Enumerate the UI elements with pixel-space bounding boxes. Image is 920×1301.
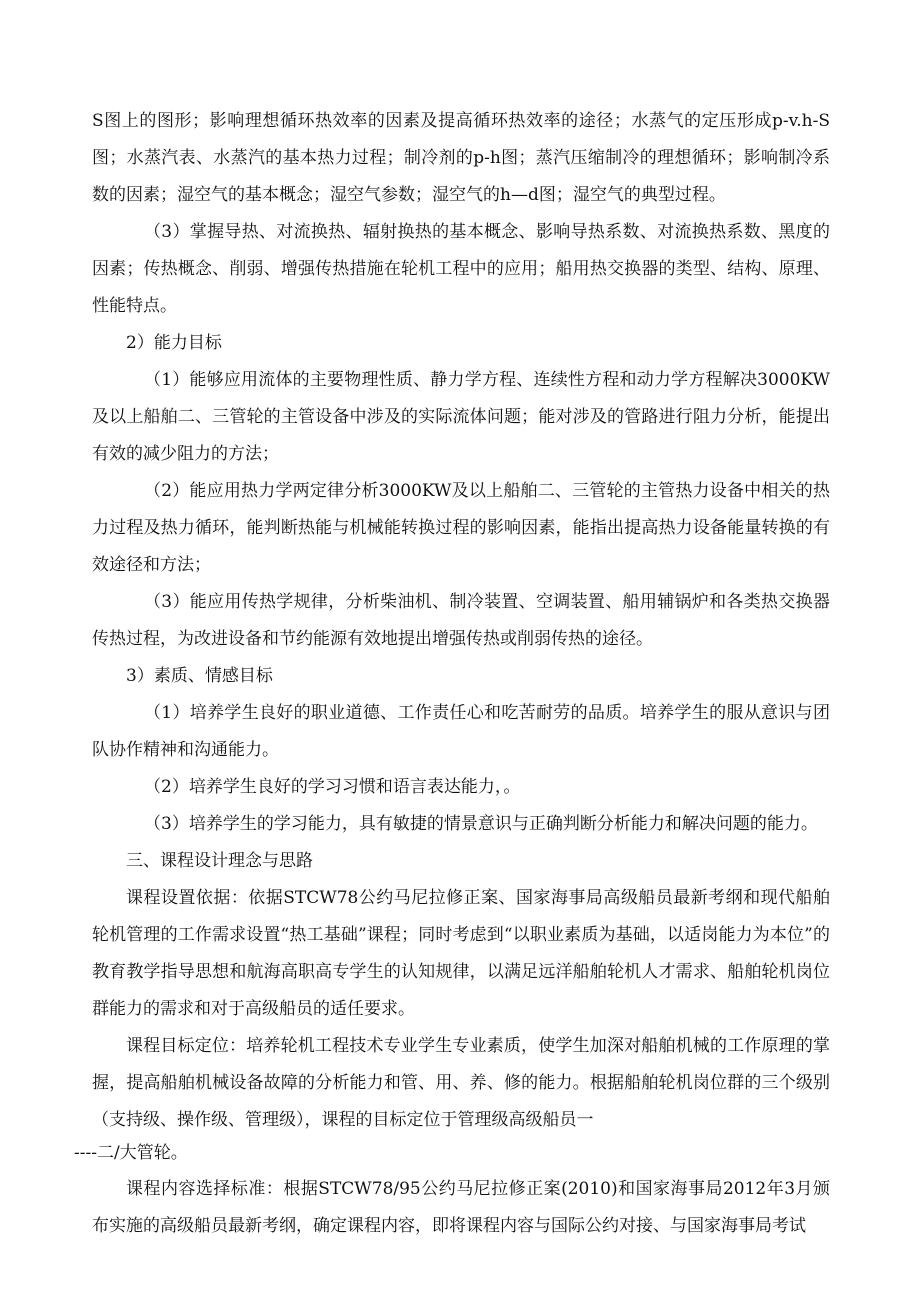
heading-ability-goals: 2）能力目标 — [126, 333, 222, 353]
paragraph-content-selection: 课程内容选择标准：根据STCW78/95公约马尼拉修正案(2010)和国家海事局2012年3月颁布实施的高级船员最新考纲，确定课程内容，即将课程内容与国际公约对接、与国家海事局考试 — [92, 1179, 830, 1236]
paragraph-heat-transfer-item: （3）掌握导热、对流换热、辐射换热的基本概念、影响导热系数、对流换热系数、黑度的因素；传热概念、削弱、增强传热措施在轮机工程中的应用；船用热交换器的类型、结构、原理、性能特点。 — [92, 222, 830, 316]
paragraph-ability-item-2: （2）能应用热力学两定律分析3000KW及以上船舶二、三管轮的主管热力设备中相关的热力过程及热力循环，能判断热能与机械能转换过程的影响因素，能指出提高热力设备能量转换的有效途径和方法； — [92, 481, 830, 575]
paragraph-quality-item-2: （2）培养学生良好的学习习惯和语言表达能力，。 — [144, 777, 521, 797]
paragraph-course-goal: 课程目标定位：培养轮机工程技术专业学生专业素质，使学生加深对船舶机械的工作原理的掌握，提高船舶机械设备故障的分析能力和管、用、养、修的能力。根据船舶轮机岗位群的三个级别（支持级、操作级、管理级），课程的目标定位于管理级高级船员一 — [92, 1036, 830, 1130]
paragraph-ability-item-3: （3）能应用传热学规律，分析柴油机、制冷装置、空调装置、船用辅锅炉和各类热交换器传热过程，为改进设备和节约能源有效地提出增强传热或削弱传热的途径。 — [92, 592, 830, 649]
document-body — [74, 103, 830, 1245]
paragraph-quality-item-3: （3）培养学生的学习能力，具有敏捷的情景意识与正确判断分析能力和解决问题的能力。 — [144, 814, 818, 834]
paragraph-course-basis: 课程设置依据：依据STCW78公约马尼拉修正案、国家海事局高级船员最新考纲和现代船舶轮机管理的工作需求设置“热工基础”课程；同时考虑到“以职业素质为基础，以适岗能力为本位”的教育教学指导思想和航海高职高专学生的认知规律，以满足远洋船舶轮机人才需求、船舶轮机岗位群能力的需求和对于高级船员的适任要求。 — [92, 888, 830, 1019]
heading-quality-goals: 3）素质、情感目标 — [126, 666, 273, 686]
paragraph-ability-item-1: （1）能够应用流体的主要物理性质、静力学方程、连续性方程和动力学方程解决3000KW及以上船舶二、三管轮的主管设备中涉及的实际流体问题；能对涉及的管路进行阻力分析，能提出有效的减少阻力的方法； — [92, 370, 830, 464]
paragraph-thermo-topics: S图上的图形；影响理想循环热效率的因素及提高循环热效率的途径；水蒸气的定压形成p-v.h-S图；水蒸汽表、水蒸汽的基本热力过程；制冷剂的p-h图；蒸汽压缩制冷的理想循环；影响制冷系数的因素；湿空气的基本概念；湿空气参数；湿空气的h—d图；湿空气的典型过程。 — [92, 111, 830, 205]
section-heading-course-design: 三、课程设计理念与思路 — [126, 851, 313, 871]
paragraph-course-goal-tail: ----二/大管轮。 — [74, 1143, 188, 1163]
paragraph-quality-item-1: （1）培养学生良好的职业道德、工作责任心和吃苦耐劳的品质。培养学生的服从意识与团队协作精神和沟通能力。 — [92, 703, 830, 760]
